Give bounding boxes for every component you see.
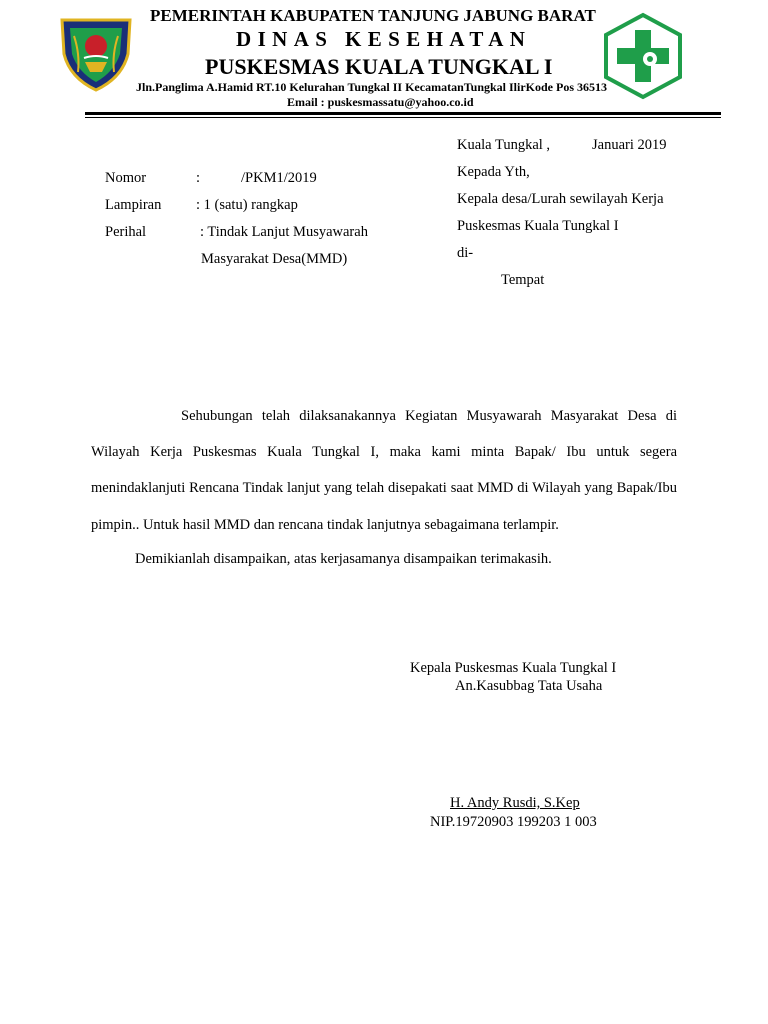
recipient-line: di- [457, 245, 474, 261]
body-paragraph-1-text: Sehubungan telah dilaksanakannya Kegiatan Musyawarah Masyarakat Desa di Wilayah Kerja Puskesmas Kuala Tungkal I, maka kami minta Bapak/ Ibu untuk segera menindaklanjuti Rencana Tindak lanjut yang telah disepakati saat MMD di Wilayah yang Bapak/Ibu pimpin.. Untuk hasil MMD dan rencana tindak lanjutnya sebagaimana terlampir. [91, 408, 677, 533]
body-paragraph-2: Demikianlah disampaikan, atas kerjasamanya disampaikan terimakasih. [135, 551, 552, 567]
recipient-line: Puskesmas Kuala Tungkal I [457, 218, 619, 234]
perihal-value-line1: : Tindak Lanjut Musyawarah [200, 224, 368, 240]
recipient-line: Kepala desa/Lurah sewilayah Kerja [457, 191, 664, 207]
nomor-label: Nomor [105, 170, 147, 186]
date-value: Januari 2019 [592, 137, 667, 153]
signature-nip: NIP.19720903 199203 1 003 [430, 814, 597, 830]
letterhead-email: Email : puskesmassatu@yahoo.co.id [287, 95, 474, 109]
letterhead-rule-thin [85, 117, 721, 118]
puskesmas-cross-icon [602, 12, 684, 100]
perihal-label: Perihal [105, 224, 147, 240]
recipient-place: Tempat [501, 272, 545, 288]
body-paragraph-1 [91, 398, 677, 543]
nomor-value: /PKM1/2019 [241, 170, 317, 186]
signature-title: Kepala Puskesmas Kuala Tungkal I [410, 660, 617, 676]
letterhead-rule-thick [85, 112, 721, 115]
letterhead-department: DINAS KESEHATAN [236, 27, 532, 51]
nomor-colon: : [196, 170, 201, 186]
signature-name: H. Andy Rusdi, S.Kep [450, 795, 580, 811]
regency-crest-icon [56, 14, 136, 92]
lampiran-value: : 1 (satu) rangkap [196, 197, 298, 213]
letterhead-address: Jln.Panglima A.Hamid RT.10 Kelurahan Tungkal II KecamatanTungkal IlirKode Pos 36513 [136, 80, 608, 94]
signature-subtitle: An.Kasubbag Tata Usaha [455, 678, 603, 694]
letterhead-puskesmas: PUSKESMAS KUALA TUNGKAL I [205, 54, 553, 79]
letterhead-government: PEMERINTAH KABUPATEN TANJUNG JABUNG BARAT [150, 6, 596, 25]
recipient-greeting: Kepada Yth, [457, 164, 530, 180]
date-place: Kuala Tungkal , [457, 137, 551, 153]
lampiran-label: Lampiran [105, 197, 162, 213]
perihal-value-line2: Masyarakat Desa(MMD) [201, 251, 348, 267]
